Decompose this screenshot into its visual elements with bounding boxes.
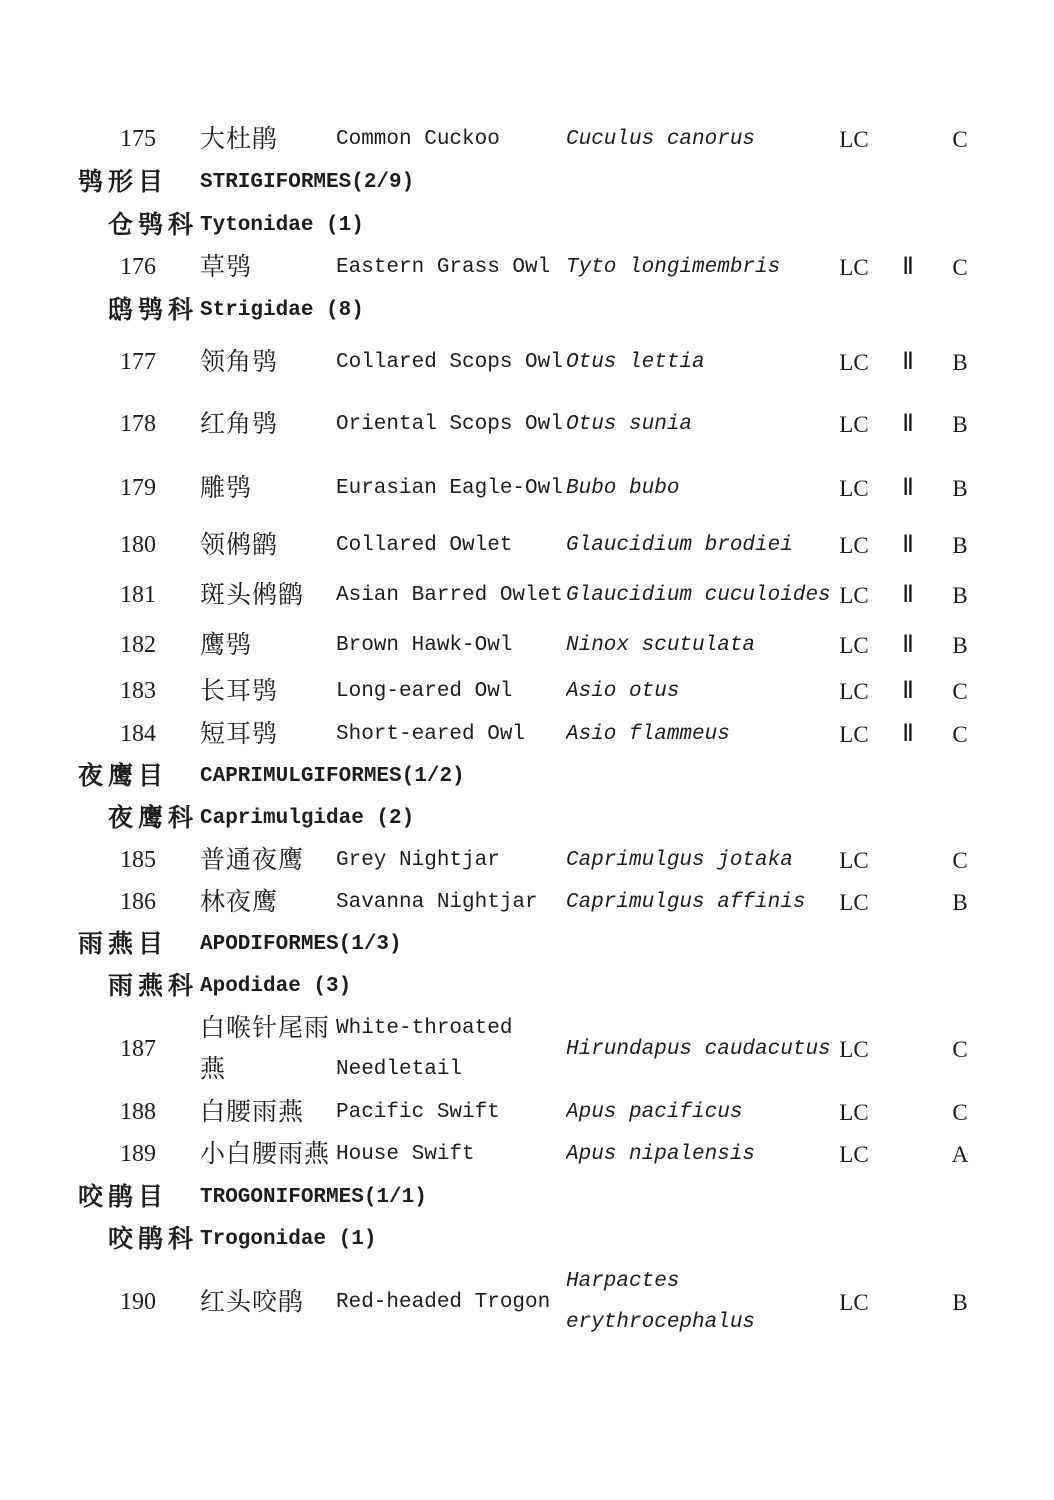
protection-class: Ⅱ [902,254,914,280]
family-row [78,289,976,332]
scientific-name: Glaucidium brodiei [566,533,793,557]
english-name: Pacific Swift [336,1100,500,1124]
iucn-status: LC [839,475,869,501]
protection-class: Ⅱ [902,631,914,658]
scientific-name: Hirundapus caudacutus [566,1037,831,1061]
protection-class [872,118,944,161]
iucn-status: LC [839,127,869,152]
order-row [78,161,976,204]
iucn-status: LC [839,349,869,375]
category-code: C [952,679,968,704]
taxon-label-cn: 夜鹰科 [107,804,198,832]
scientific-name: Glaucidium cuculoides [566,583,831,607]
iucn-status: LC [839,1142,869,1167]
species-table [78,118,976,1344]
taxon-label-latin: CAPRIMULGIFORMES(1/2) [200,764,465,788]
protection-class: Ⅱ [902,474,914,501]
scientific-name: Tyto longimembris [566,256,781,279]
category-code: B [952,582,968,608]
english-name: Long-eared Owl [336,680,513,703]
species-row [78,1007,976,1091]
species-row [78,570,976,620]
english-name: Common Cuckoo [336,128,500,151]
species-row [78,1260,976,1344]
protection-class [872,1007,944,1091]
species-row [78,713,976,755]
protection-class [872,1133,944,1176]
chinese-name: 大杜鹃 [200,126,279,153]
species-row [78,118,976,161]
category-code: C [952,1036,968,1062]
category-code: C [952,255,968,280]
category-code: B [952,889,968,915]
taxon-label-latin: STRIGIFORMES(2/9) [200,171,415,194]
protection-class: Ⅱ [902,531,914,558]
iucn-status: LC [839,1036,869,1062]
species-number: 179 [120,474,156,501]
english-name: Eastern Grass Owl [336,256,551,279]
scientific-name: Bubo bubo [566,476,680,500]
chinese-name: 白喉针尾雨燕 [200,1015,331,1083]
taxon-label-latin: Tytonidae (1) [200,213,364,237]
protection-class: Ⅱ [902,720,914,747]
category-code: C [952,721,968,747]
category-code: C [952,1099,968,1125]
iucn-status: LC [839,632,869,658]
order-row [78,923,976,965]
species-row [78,246,976,289]
species-number: 184 [120,720,156,747]
taxon-label-cn: 仓鸮科 [107,211,198,239]
scientific-name: Ninox scutulata [566,633,756,657]
english-name: Short-eared Owl [336,722,526,746]
english-name: Grey Nightjar [336,848,500,872]
english-name: Collared Scops Owl [336,350,563,374]
category-code: B [952,1289,968,1315]
family-row [78,797,976,839]
taxon-label-cn: 夜鹰目 [78,762,169,790]
species-row [78,332,976,392]
scientific-name: Apus nipalensis [566,1143,756,1166]
english-name: Savanna Nightjar [336,890,538,914]
category-code: B [952,475,968,501]
protection-class [872,1260,944,1344]
iucn-status: LC [839,582,869,608]
species-row [78,839,976,881]
iucn-status: LC [839,1289,869,1315]
species-number: 178 [120,410,156,437]
species-number: 176 [120,254,156,280]
species-row [78,392,976,456]
taxon-label-cn: 咬鹃科 [107,1225,198,1253]
chinese-name: 白腰雨燕 [200,1098,305,1126]
species-number: 182 [120,631,156,658]
scientific-name: Otus lettia [566,350,705,374]
chinese-name: 林夜鹰 [200,888,279,916]
species-number: 175 [120,126,156,152]
english-name: House Swift [336,1143,475,1166]
chinese-name: 鹰鸮 [200,631,253,659]
species-number: 187 [120,1035,156,1062]
taxon-label-latin: TROGONIFORMES(1/1) [200,1185,427,1209]
species-row [78,670,976,713]
taxon-label-latin: Apodidae (3) [200,974,352,998]
protection-class: Ⅱ [902,410,914,437]
species-number: 190 [120,1288,156,1315]
scientific-name: Caprimulgus affinis [566,890,806,914]
species-number: 181 [120,581,156,608]
taxon-label-latin: Caprimulgidae (2) [200,806,415,830]
taxon-label-cn: 雨燕科 [107,972,198,1000]
taxon-label-cn: 雨燕目 [78,930,169,958]
english-name: Oriental Scops Owl [336,412,563,436]
iucn-status: LC [839,411,869,437]
species-row [78,1133,976,1176]
protection-class: Ⅱ [902,678,914,704]
taxon-label-cn: 鸱鸮科 [107,297,198,324]
english-name: Red-headed Trogon [336,1290,551,1314]
scientific-name: Apus pacificus [566,1100,743,1124]
category-code: B [952,532,968,558]
iucn-status: LC [839,679,869,704]
category-code: B [952,632,968,658]
category-code: A [951,1142,969,1167]
scientific-name: Asio flammeus [566,722,730,746]
category-code: B [952,349,968,375]
chinese-name: 普通夜鹰 [200,846,305,874]
chinese-name: 红角鸮 [200,410,279,438]
category-code: C [952,127,968,152]
iucn-status: LC [839,255,869,280]
iucn-status: LC [839,889,869,915]
taxon-label-cn: 咬鹃目 [78,1183,169,1211]
chinese-name: 长耳鸮 [200,678,279,705]
iucn-status: LC [839,721,869,747]
family-row [78,965,976,1007]
chinese-name: 领鸺鹠 [200,531,279,559]
english-name: White-throated Needletail [336,1017,513,1081]
species-row [78,1091,976,1133]
chinese-name: 草鸮 [200,254,253,281]
scientific-name: Caprimulgus jotaka [566,848,793,872]
english-name: Eurasian Eagle-Owl [336,476,563,500]
chinese-name: 小白腰雨燕 [200,1141,331,1168]
species-row [78,881,976,923]
english-name: Asian Barred Owlet [336,583,563,607]
species-number: 189 [120,1141,156,1167]
family-row [78,1218,976,1260]
species-row [78,456,976,520]
scientific-name: Asio otus [566,680,680,703]
scientific-name: Cuculus canorus [566,128,756,151]
species-number: 177 [120,348,156,375]
order-row [78,755,976,797]
chinese-name: 斑头鸺鹠 [200,581,305,609]
protection-class [872,1091,944,1133]
chinese-name: 短耳鸮 [200,720,279,748]
species-number: 186 [120,888,156,915]
species-number: 185 [120,846,156,873]
protection-class [872,881,944,923]
chinese-name: 红头咬鹃 [200,1288,305,1316]
scientific-name: Otus sunia [566,412,693,436]
iucn-status: LC [839,1099,869,1125]
order-row [78,1176,976,1218]
english-name: Collared Owlet [336,533,513,557]
protection-class: Ⅱ [902,581,914,608]
category-code: B [952,411,968,437]
protection-class [872,839,944,881]
chinese-name: 雕鸮 [200,474,253,502]
family-row [78,204,976,246]
species-number: 183 [120,678,156,704]
species-number: 188 [120,1098,156,1125]
protection-class: Ⅱ [902,348,914,375]
iucn-status: LC [839,847,869,873]
english-name: Brown Hawk-Owl [336,633,513,657]
iucn-status: LC [839,532,869,558]
species-row [78,520,976,570]
scientific-name: Harpactes erythrocephalus [566,1270,756,1334]
taxon-label-latin: Trogonidae (1) [200,1227,377,1251]
category-code: C [952,847,968,873]
taxon-label-latin: Strigidae (8) [200,299,364,322]
taxon-label-latin: APODIFORMES(1/3) [200,932,402,956]
taxon-label-cn: 鸮形目 [78,169,169,196]
species-number: 180 [120,531,156,558]
chinese-name: 领角鸮 [200,348,279,376]
species-row [78,620,976,670]
